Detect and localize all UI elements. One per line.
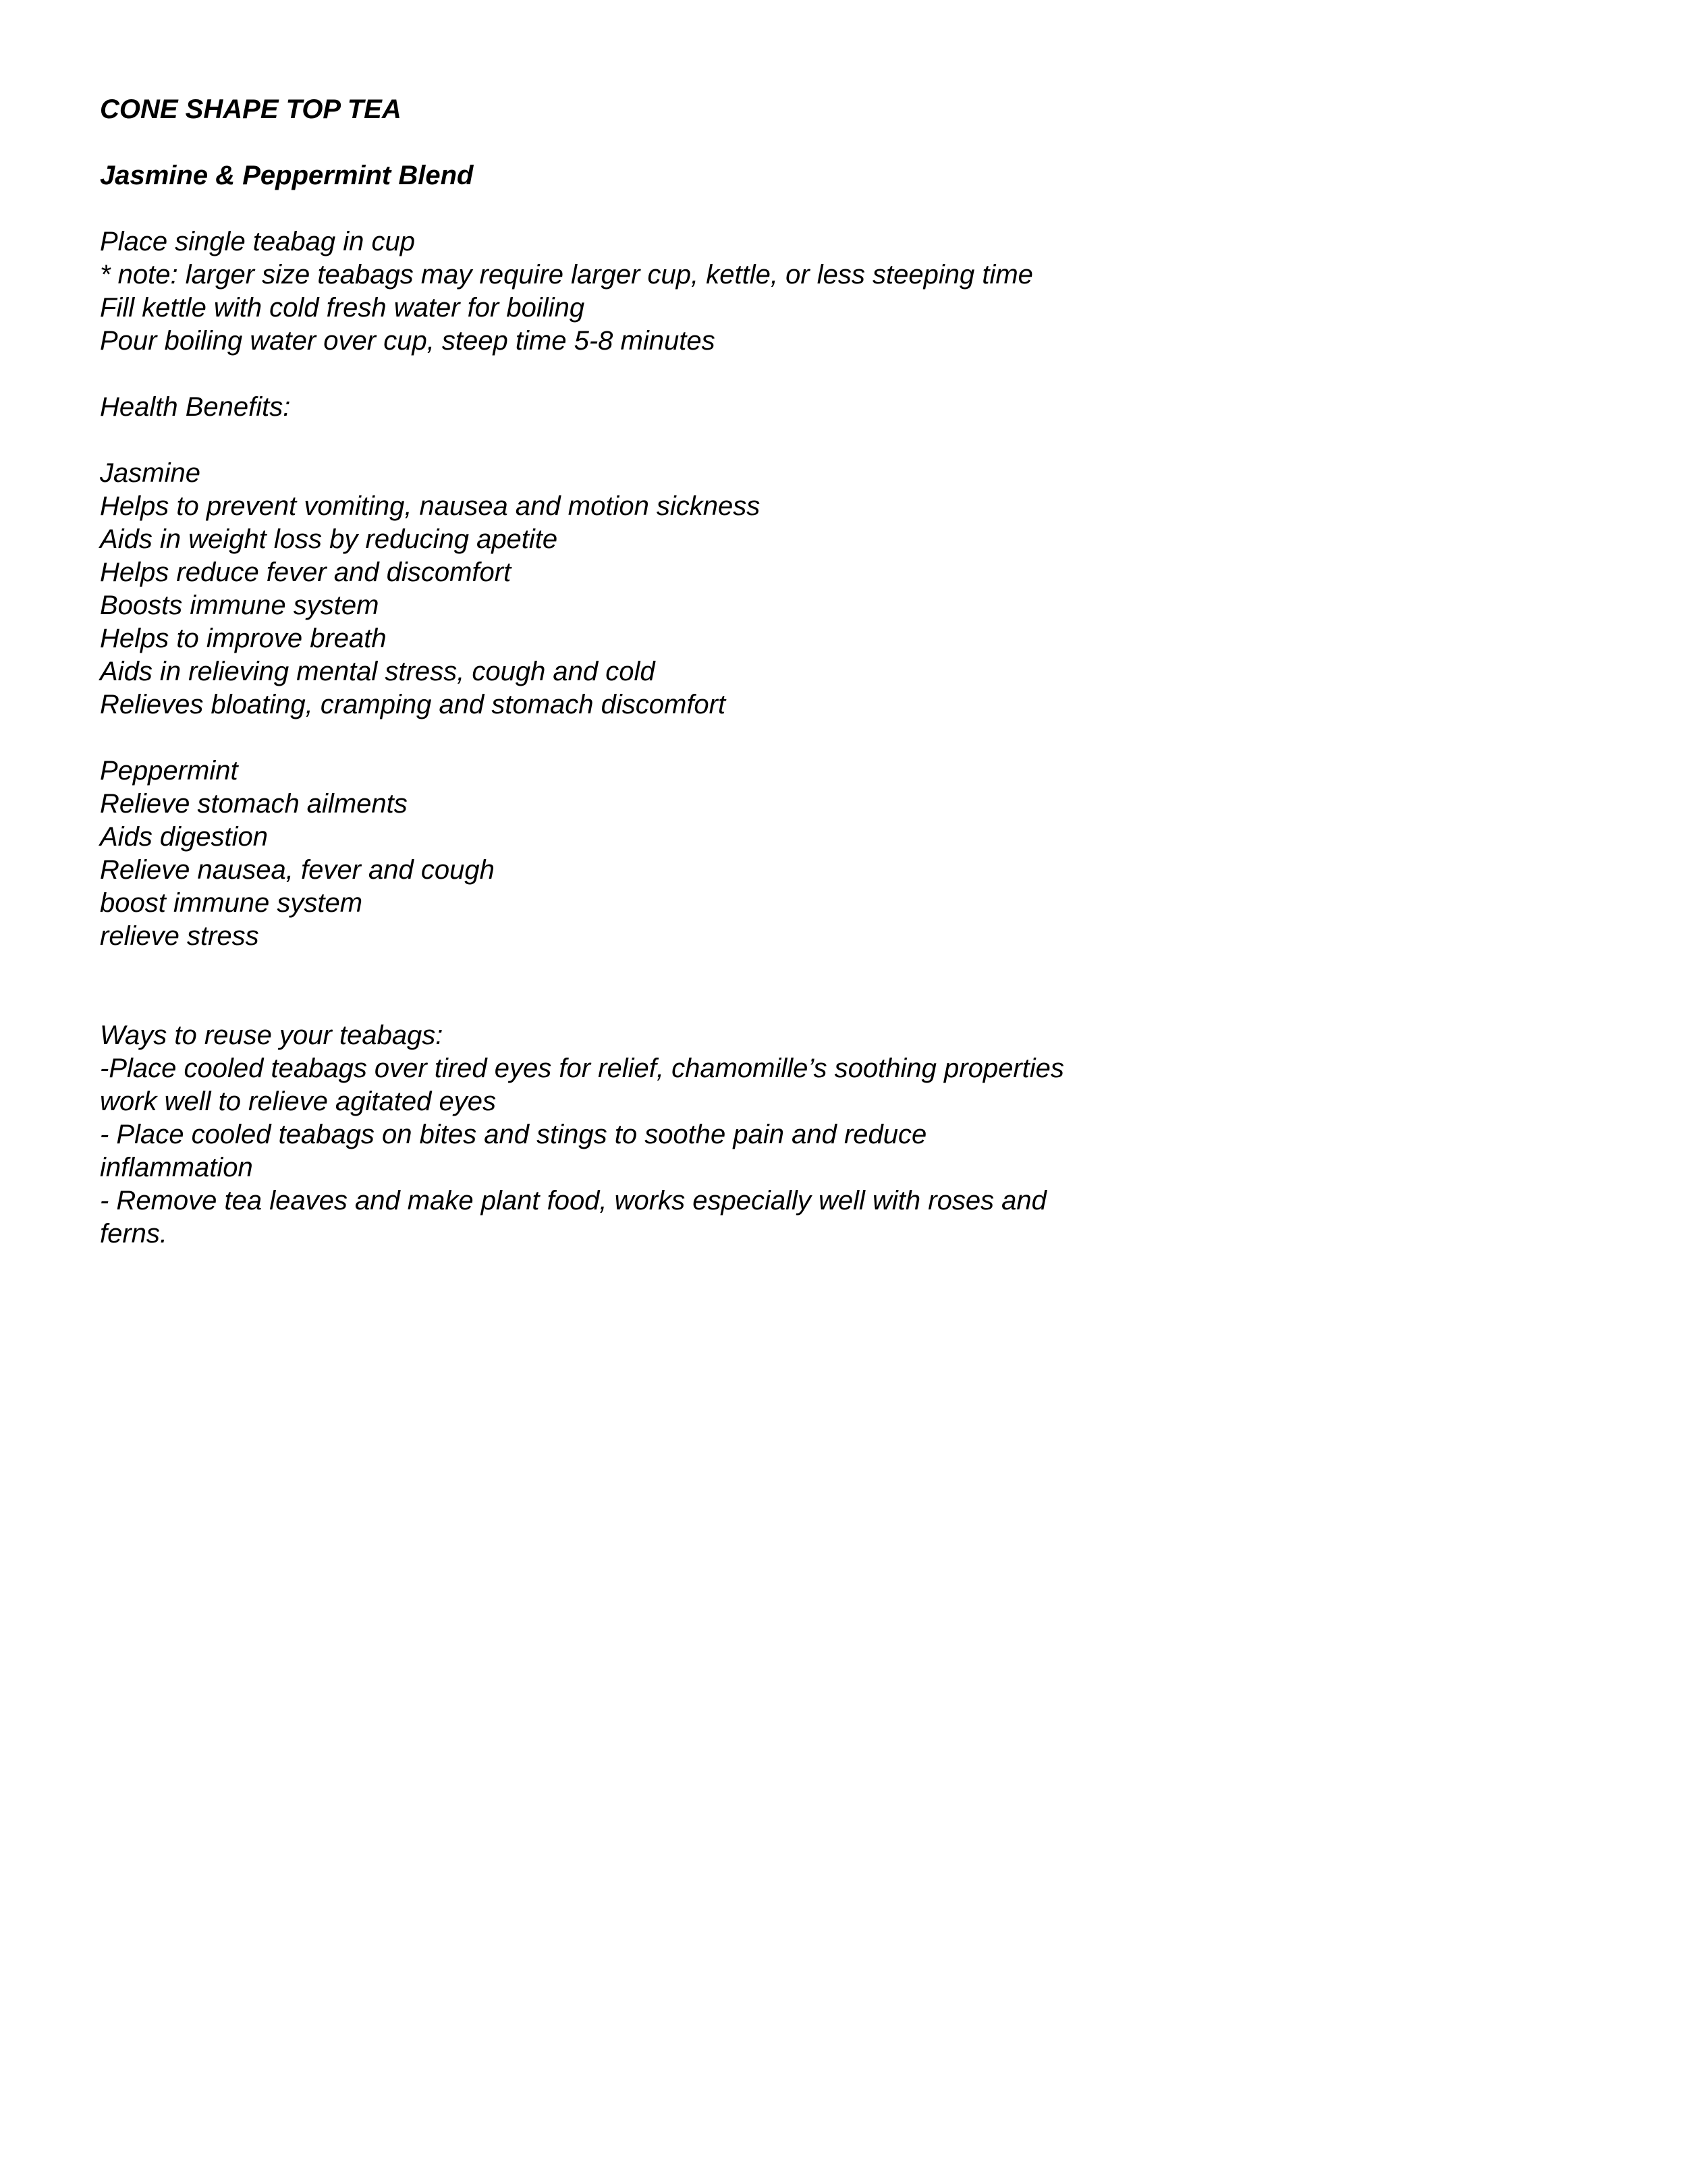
jasmine-benefit: Aids in weight loss by reducing apetite (100, 524, 558, 554)
reuse-line: -Place cooled teabags over tired eyes for relief, chamomille’s soothing properties (100, 1054, 1064, 1083)
spacer (100, 424, 1132, 457)
brewing-instructions (100, 225, 1132, 358)
document-title: CONE SHAPE TOP TEA (100, 94, 402, 124)
peppermint-heading: Peppermint (100, 756, 238, 786)
spacer (100, 126, 1132, 159)
document-content (100, 93, 1132, 1251)
jasmine-benefit: Aids in relieving mental stress, cough and cold (100, 657, 655, 686)
reuse-section (100, 1019, 1132, 1251)
jasmine-benefit: Helps reduce fever and discomfort (100, 557, 511, 587)
instruction-note: * note: larger size teabags may require larger cup, kettle, or less steeping time (100, 260, 1033, 290)
health-benefits-heading: Health Benefits: (100, 392, 291, 422)
peppermint-benefit: Relieve nausea, fever and cough (100, 855, 495, 885)
jasmine-benefit: Boosts immune system (100, 591, 379, 620)
reuse-heading: Ways to reuse your teabags: (100, 1020, 443, 1050)
spacer (100, 953, 1132, 1019)
peppermint-benefit: relieve stress (100, 921, 259, 951)
reuse-line: - Remove tea leaves and make plant food, works especially well with roses and (100, 1186, 1047, 1216)
reuse-line: ferns. (100, 1219, 168, 1249)
spacer (100, 721, 1132, 755)
instruction-line: Fill kettle with cold fresh water for boiling (100, 293, 585, 323)
reuse-line: - Place cooled teabags on bites and stings to soothe pain and reduce (100, 1120, 927, 1149)
jasmine-benefit: Helps to improve breath (100, 624, 387, 653)
spacer (100, 192, 1132, 225)
jasmine-benefit: Helps to prevent vomiting, nausea and motion sickness (100, 491, 760, 521)
instruction-line: Pour boiling water over cup, steep time 5-8 minutes (100, 326, 715, 356)
peppermint-benefit: Aids digestion (100, 822, 269, 852)
jasmine-section (100, 457, 1132, 721)
peppermint-benefit: boost immune system (100, 888, 363, 918)
jasmine-heading: Jasmine (100, 458, 200, 488)
jasmine-benefit: Relieves bloating, cramping and stomach discomfort (100, 690, 726, 719)
reuse-line: inflammation (100, 1153, 253, 1182)
spacer (100, 358, 1132, 391)
peppermint-benefit: Relieve stomach ailments (100, 789, 408, 819)
peppermint-section (100, 755, 1132, 953)
blend-subtitle: Jasmine & Peppermint Blend (100, 161, 474, 190)
instruction-line: Place single teabag in cup (100, 227, 415, 256)
reuse-line: work well to relieve agitated eyes (100, 1087, 496, 1116)
